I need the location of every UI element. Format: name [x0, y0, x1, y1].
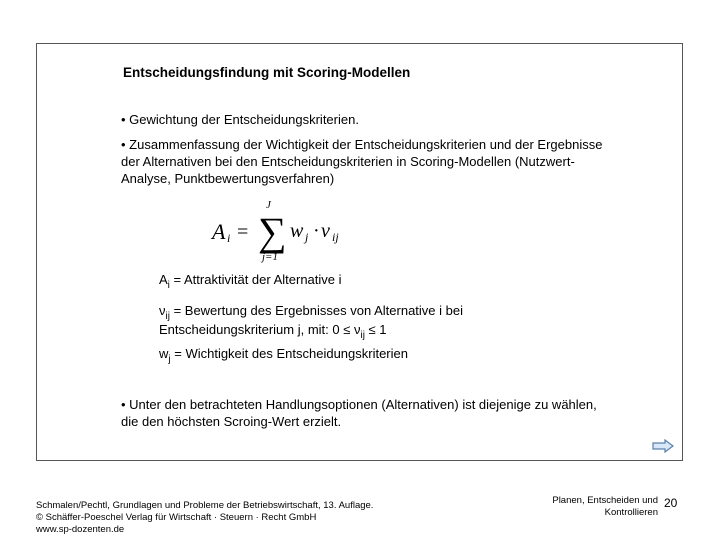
def-w-sub: j	[168, 354, 171, 365]
formula-dot: ·	[313, 220, 320, 242]
footer-line-2: © Schäffer-Poeschel Verlag für Wirtschaft · Steuern · Recht GmbH	[36, 512, 317, 523]
page-number: 20	[664, 496, 678, 510]
def-a-text: = Attraktivität der Alternative i	[169, 272, 342, 287]
formula-lhs-sub: i	[227, 231, 231, 245]
def-v-text-3: ≤ 1	[364, 322, 387, 337]
footer-chapter-line-1: Planen, Entscheiden und	[552, 495, 658, 506]
def-v-sub: ij	[165, 311, 170, 322]
def-a-sub: i	[167, 280, 170, 291]
formula-term-w-sub: j	[305, 230, 309, 244]
formula-equals: =	[237, 221, 249, 243]
footer-citation	[36, 500, 373, 536]
def-v-symbol: ν	[159, 303, 166, 318]
footer-chapter	[530, 495, 658, 519]
definition-evaluation	[159, 302, 559, 340]
formula-sum-lower: j=1	[262, 251, 278, 263]
bullet-choose-highest: • Unter den betrachteten Handlungsoptionen (Alternativen) ist diejenige zu wählen, die den höchsten Scroing-Wert erzielt.	[121, 397, 597, 429]
bullet-summary: • Zusammenfassung der Wichtigkeit der Entscheidungskriterien und der Ergebnisse der Alternativen bei den Entscheidungskriterien in Scoring-Modellen (Nutzwert-Analyse, Punktbewertungsverfahren)	[121, 137, 603, 186]
formula-term-v-sub: ij	[332, 230, 339, 244]
footer-chapter-line-2: Kontrollieren	[604, 507, 658, 518]
def-v-text-1: = Bewertung des Ergebnisses von Alternative i bei	[169, 303, 463, 318]
definition-weight	[159, 345, 559, 364]
def-v-text-2: Entscheidungskriterium j, mit: 0 ≤ ν	[159, 322, 361, 337]
formula-lhs: A	[212, 219, 226, 244]
def-w-text: = Wichtigkeit des Entscheidungskriterien	[170, 346, 408, 361]
slide-title: Entscheidungsfindung mit Scoring-Modellen	[123, 65, 411, 80]
footer-line-3: www.sp-dozenten.de	[36, 524, 125, 535]
formula-term-v: ν	[321, 220, 330, 242]
formula-term-w: w	[290, 220, 304, 242]
scoring-formula	[210, 196, 360, 264]
bullet-weighting: • Gewichtung der Entscheidungskriterien.	[121, 112, 359, 127]
footer-line-1: Schmalen/Pechtl, Grundlagen und Probleme der Betriebswirtschaft, 13. Auflage.	[36, 500, 374, 511]
sigma-icon: ∑	[258, 209, 287, 254]
def-w-symbol: w	[159, 346, 169, 361]
definition-attractiveness	[159, 271, 559, 290]
def-a-symbol: A	[159, 272, 168, 287]
formula-sum-upper: J	[266, 199, 271, 211]
def-v-sub-2: ij	[360, 330, 365, 341]
next-arrow-icon[interactable]	[652, 439, 674, 453]
